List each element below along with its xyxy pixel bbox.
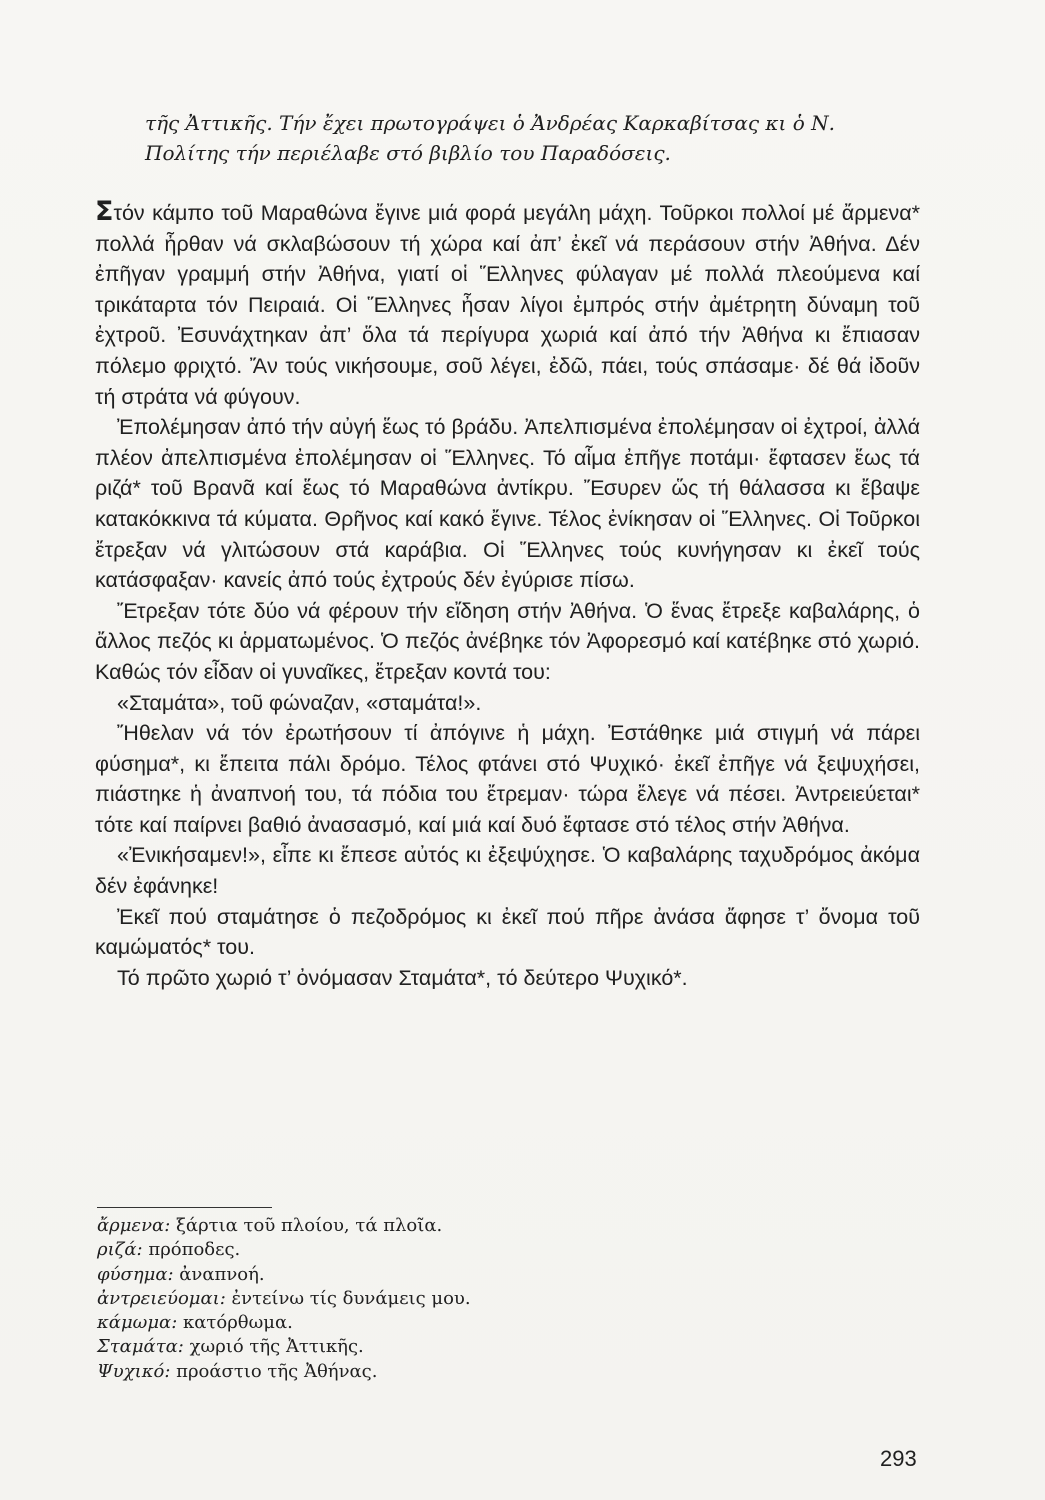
page-number: 293: [880, 1446, 917, 1471]
glossary: [97, 1214, 797, 1384]
glossary-entry: [97, 1287, 797, 1311]
story-paragraph-1-text: τόν κάμπο τοῦ Μαραθώνα ἔγινε μιά φορά μεγάλη μάχη. Τοῦρκοι πολλοί μέ ἄρμενα* πολλά ἦρθαν νά σκλαβώσουν τή χώρα καί ἀπ’ ἐκεῖ νά περάσουν στήν Ἀθήνα. Δέν ἐπῆγαν γραμμή στήν Ἀθήνα, γιατί οἱ Ἕλληνες φύλαγαν μέ πολλά πλεούμενα καί τρικάταρτα τόν Πειραιά. Οἱ Ἕλληνες ἦσαν λίγοι ἐμπρός στήν ἀμέτρητη δύναμη τοῦ ἐχτροῦ. Ἐσυνάχτηκαν ἀπ’ ὅλα τά περίγυρα χωριά καί ἀπό τήν Ἀθήνα κι ἔπιασαν πόλεμο φριχτό. Ἄν τούς νικήσουμε, σοῦ λέγει, ἐδῶ, πάει, τούς σπάσαμε· δέ θά ἰδοῦν τή στράτα νά φύγουν.: [95, 201, 920, 409]
glossary-entry: [97, 1263, 797, 1287]
story-paragraph-2: Ἐπολέμησαν ἀπό τήν αὐγή ἕως τό βράδυ. Ἀπελπισμένα ἐπολέμησαν οἱ ἐχτροί, ἀλλά πλέον ἀπελπισμένα ἐπολέμησαν οἱ Ἕλληνες. Τό αἷμα ἐπῆγε ποτάμι· ἔφτασεν ἕως τά ριζά* τοῦ Βρανᾶ καί ἕως τό Μαραθώνα ἀντίκρυ. Ἔσυρεν ὥς τή θάλασσα κι ἔβαψε κατακόκκινα τά κύματα. Θρῆνος καί κακό ἔγινε. Τέλος ἐνίκησαν οἱ Ἕλληνες. Οἱ Τοῦρκοι ἔτρεξαν νά γλιτώσουν στά καράβια. Οἱ Ἕλληνες τούς κυνήγησαν κι ἐκεῖ τούς κατάσφαξαν· κανείς ἀπό τούς ἐχτρούς δέν ἐγύρισε πίσω.: [95, 415, 920, 593]
glossary-definition: χωριό τῆς Ἀττικῆς.: [189, 1336, 364, 1358]
glossary-term: Ψυχικό:: [97, 1360, 171, 1382]
glossary-definition: προάστιο τῆς Ἀθήνας.: [176, 1360, 378, 1382]
story-text: [95, 197, 920, 993]
story-paragraph-8: Τό πρῶτο χωριό τ’ ὀνόμασαν Σταμάτα*, τό δεύτερο Ψυχικό*.: [117, 965, 688, 990]
glossary-entry: [97, 1238, 797, 1262]
glossary-entry: [97, 1335, 797, 1359]
glossary-entry: [97, 1214, 797, 1238]
story-paragraph-6: «Ἐνικήσαμεν!», εἶπε κι ἔπεσε αὐτός κι ἐξεψύχησε. Ὁ καβαλάρης ταχυδρόμος ἀκόμα δέν ἐφάνηκε!: [95, 843, 920, 899]
glossary-term: φύσημα:: [97, 1263, 174, 1285]
glossary-definition: κατόρθωμα.: [183, 1312, 293, 1334]
glossary-definition: ξάρτια τοῦ πλοίου, τά πλοῖα.: [176, 1215, 443, 1236]
glossary-term: κάμωμα:: [97, 1312, 178, 1334]
drop-cap: Σ: [95, 196, 114, 227]
intro-note: [145, 108, 905, 168]
story-paragraph-4: «Σταμάτα», τοῦ φώναζαν, «σταμάτα!».: [117, 690, 482, 715]
footnote-divider: [97, 1207, 272, 1208]
story-paragraph-7: Ἐκεῖ πού σταμάτησε ὁ πεζοδρόμος κι ἐκεῖ πού πῆρε ἀνάσα ἄφησε τ’ ὄνομα τοῦ καμώματός* του.: [95, 904, 920, 960]
story-paragraph-3: Ἔτρεξαν τότε δύο νά φέρουν τήν εἴδηση στήν Ἀθήνα. Ὁ ἕνας ἔτρεξε καβαλάρης, ὁ ἄλλος πεζός κι ἁρματωμένος. Ὁ πεζός ἀνέβηκε τόν Ἀφορεσμό καί κατέβηκε στό χωριό. Καθώς τόν εἶδαν οἱ γυναῖκες, ἔτρεξαν κοντά του:: [95, 598, 920, 684]
glossary-term: Σταμάτα:: [97, 1336, 184, 1358]
glossary-entry: [97, 1311, 797, 1335]
glossary-definition: ἀναπνοή.: [179, 1263, 265, 1285]
story-paragraph-1: [95, 197, 920, 412]
glossary-definition: πρόποδες.: [148, 1239, 241, 1261]
glossary-definition: ἐντείνω τίς δυνάμεις μου.: [231, 1287, 471, 1309]
glossary-term: ἄρμενα:: [97, 1215, 171, 1236]
intro-line-2: Πολίτης τήν περιέλαβε στό βιβλίο του Παραδόσεις.: [145, 141, 671, 165]
glossary-term: ριζά:: [97, 1239, 143, 1261]
intro-line-1: τῆς Ἀττικῆς. Τήν ἔχει πρωτογράψει ὁ Ἀνδρέας Καρκαβίτσας κι ὁ Ν.: [145, 111, 835, 135]
glossary-term: ἀντρειεύομαι:: [97, 1287, 226, 1309]
story-paragraph-5: Ἤθελαν νά τόν ἐρωτήσουν τί ἀπόγινε ἡ μάχη. Ἐστάθηκε μιά στιγμή νά πάρει φύσημα*, κι ἔπειτα πάλι δρόμο. Τέλος φτάνει στό Ψυχικό· ἐκεῖ ἐπῆγε νά ξεψυχήσει, πιάστηκε ἡ ἀναπνοή του, τά πόδια του ἔτρεμαν· τώρα ἔλεγε νά πέσει. Ἀντρειεύεται* τότε καί παίρνει βαθιό ἀνασασμό, καί μιά καί δυό ἔφτασε στό τέλος στήν Ἀθήνα.: [95, 721, 920, 837]
glossary-entry: [97, 1360, 797, 1384]
